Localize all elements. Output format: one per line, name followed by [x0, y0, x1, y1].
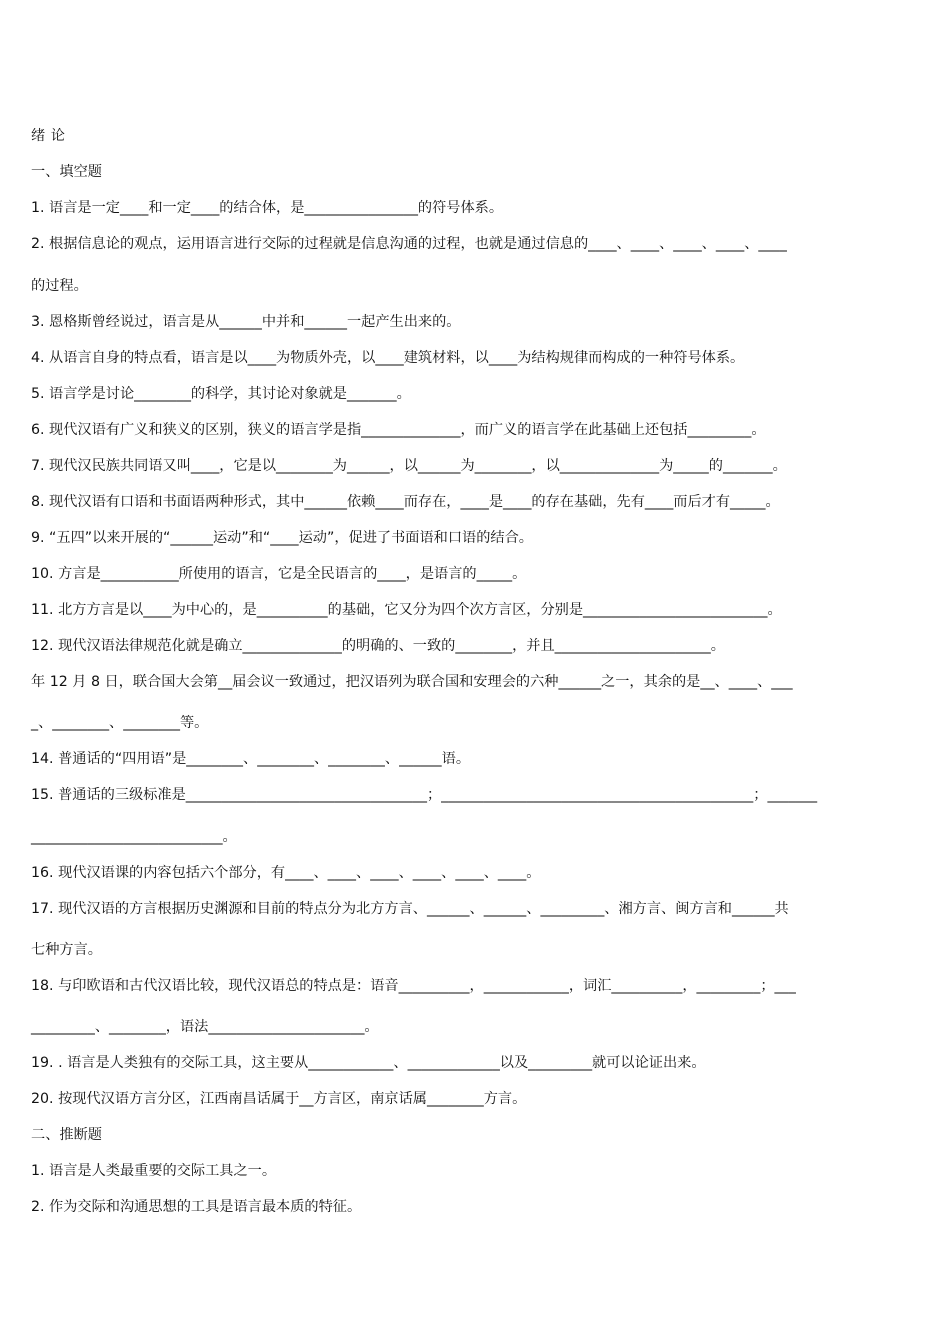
question-line: _、________、________等。: [31, 715, 209, 731]
question-line: 16. 现代汉语课的内容包括六个部分，有____、____、____、____、____、____。: [31, 865, 541, 881]
question-line: 5. 语言学是讨论________的科学，其讨论对象就是_______。: [31, 386, 411, 402]
question-line: 8. 现代汉语有口语和书面语两种形式，其中______依赖____而存在，____是____的存在基础，先有____而后才有_____。: [31, 494, 780, 510]
question-line: 14. 普通话的“四用语”是________、________、________、______语。: [31, 751, 471, 767]
section-heading-fill-blank: 一、填空题: [31, 164, 102, 180]
question-line: ___________________________。: [31, 829, 237, 845]
question-line: 七种方言。: [31, 942, 102, 958]
judgement-item: 2. 作为交际和沟通思想的工具是语言最本质的特征。: [31, 1199, 362, 1215]
question-line: 19. . 语言是人类独有的交际工具，这主要从____________、_____________以及_________就可以论证出来。: [31, 1055, 706, 1071]
judgement-item: 1. 语言是人类最重要的交际工具之一。: [31, 1163, 277, 1179]
question-line: 15. 普通话的三级标准是__________________________________；____________________________________________；_______: [31, 787, 818, 803]
question-line: 17. 现代汉语的方言根据历史渊源和目前的特点分为北方方言、______、______、_________、湘方言、闽方言和______共: [31, 901, 789, 917]
question-line: 11. 北方方言是以____为中心的，是__________的基础，它又分为四个次方言区，分别是__________________________。: [31, 602, 782, 618]
question-line: 12. 现代汉语法律规范化就是确立______________的明确的、一致的________，并且______________________。: [31, 638, 725, 654]
question-line: 4. 从语言自身的特点看，语言是以____为物质外壳，以____建筑材料，以____为结构规律而构成的一种符号体系。: [31, 350, 745, 366]
question-line: 18. 与印欧语和古代汉语比较，现代汉语总的特点是：语音__________，____________，词汇__________，_________；___: [31, 978, 796, 994]
question-line: 3. 恩格斯曾经说过，语言是从______中并和______一起产生出来的。: [31, 314, 461, 330]
question-line: _________、________，语法______________________。: [31, 1019, 379, 1035]
chapter-title: 绪 论: [31, 128, 66, 144]
question-line: 1. 语言是一定____和一定____的结合体，是________________的符号体系。: [31, 200, 504, 216]
question-line: 7. 现代汉民族共同语又叫____，它是以________为______，以______为________，以______________为_____的_______。: [31, 458, 787, 474]
question-line: 6. 现代汉语有广义和狭义的区别，狭义的语言学是指______________，而广义的语言学在此基础上还包括_________。: [31, 422, 766, 438]
question-line: 年 12 月 8 日，联合国大会第__届会议一致通过，把汉语列为联合国和安理会的六种______之一，其余的是__、____、___: [31, 674, 793, 690]
question-line: 20. 按现代汉语方言分区，江西南昌话属于__方言区，南京话属________方言。: [31, 1091, 527, 1107]
question-line: 10. 方言是___________所使用的语言，它是全民语言的____，是语言的_____。: [31, 566, 527, 582]
question-line: 9. “五四”以来开展的“______运动”和“____运动”，促进了书面语和口语的结合。: [31, 530, 533, 546]
section-heading-judgement: 二、推断题: [31, 1127, 102, 1143]
question-line: 2. 根据信息论的观点，运用语言进行交际的过程就是信息沟通的过程，也就是通过信息的____、____、____、____、____: [31, 236, 787, 252]
question-line: 的过程。: [31, 278, 88, 294]
